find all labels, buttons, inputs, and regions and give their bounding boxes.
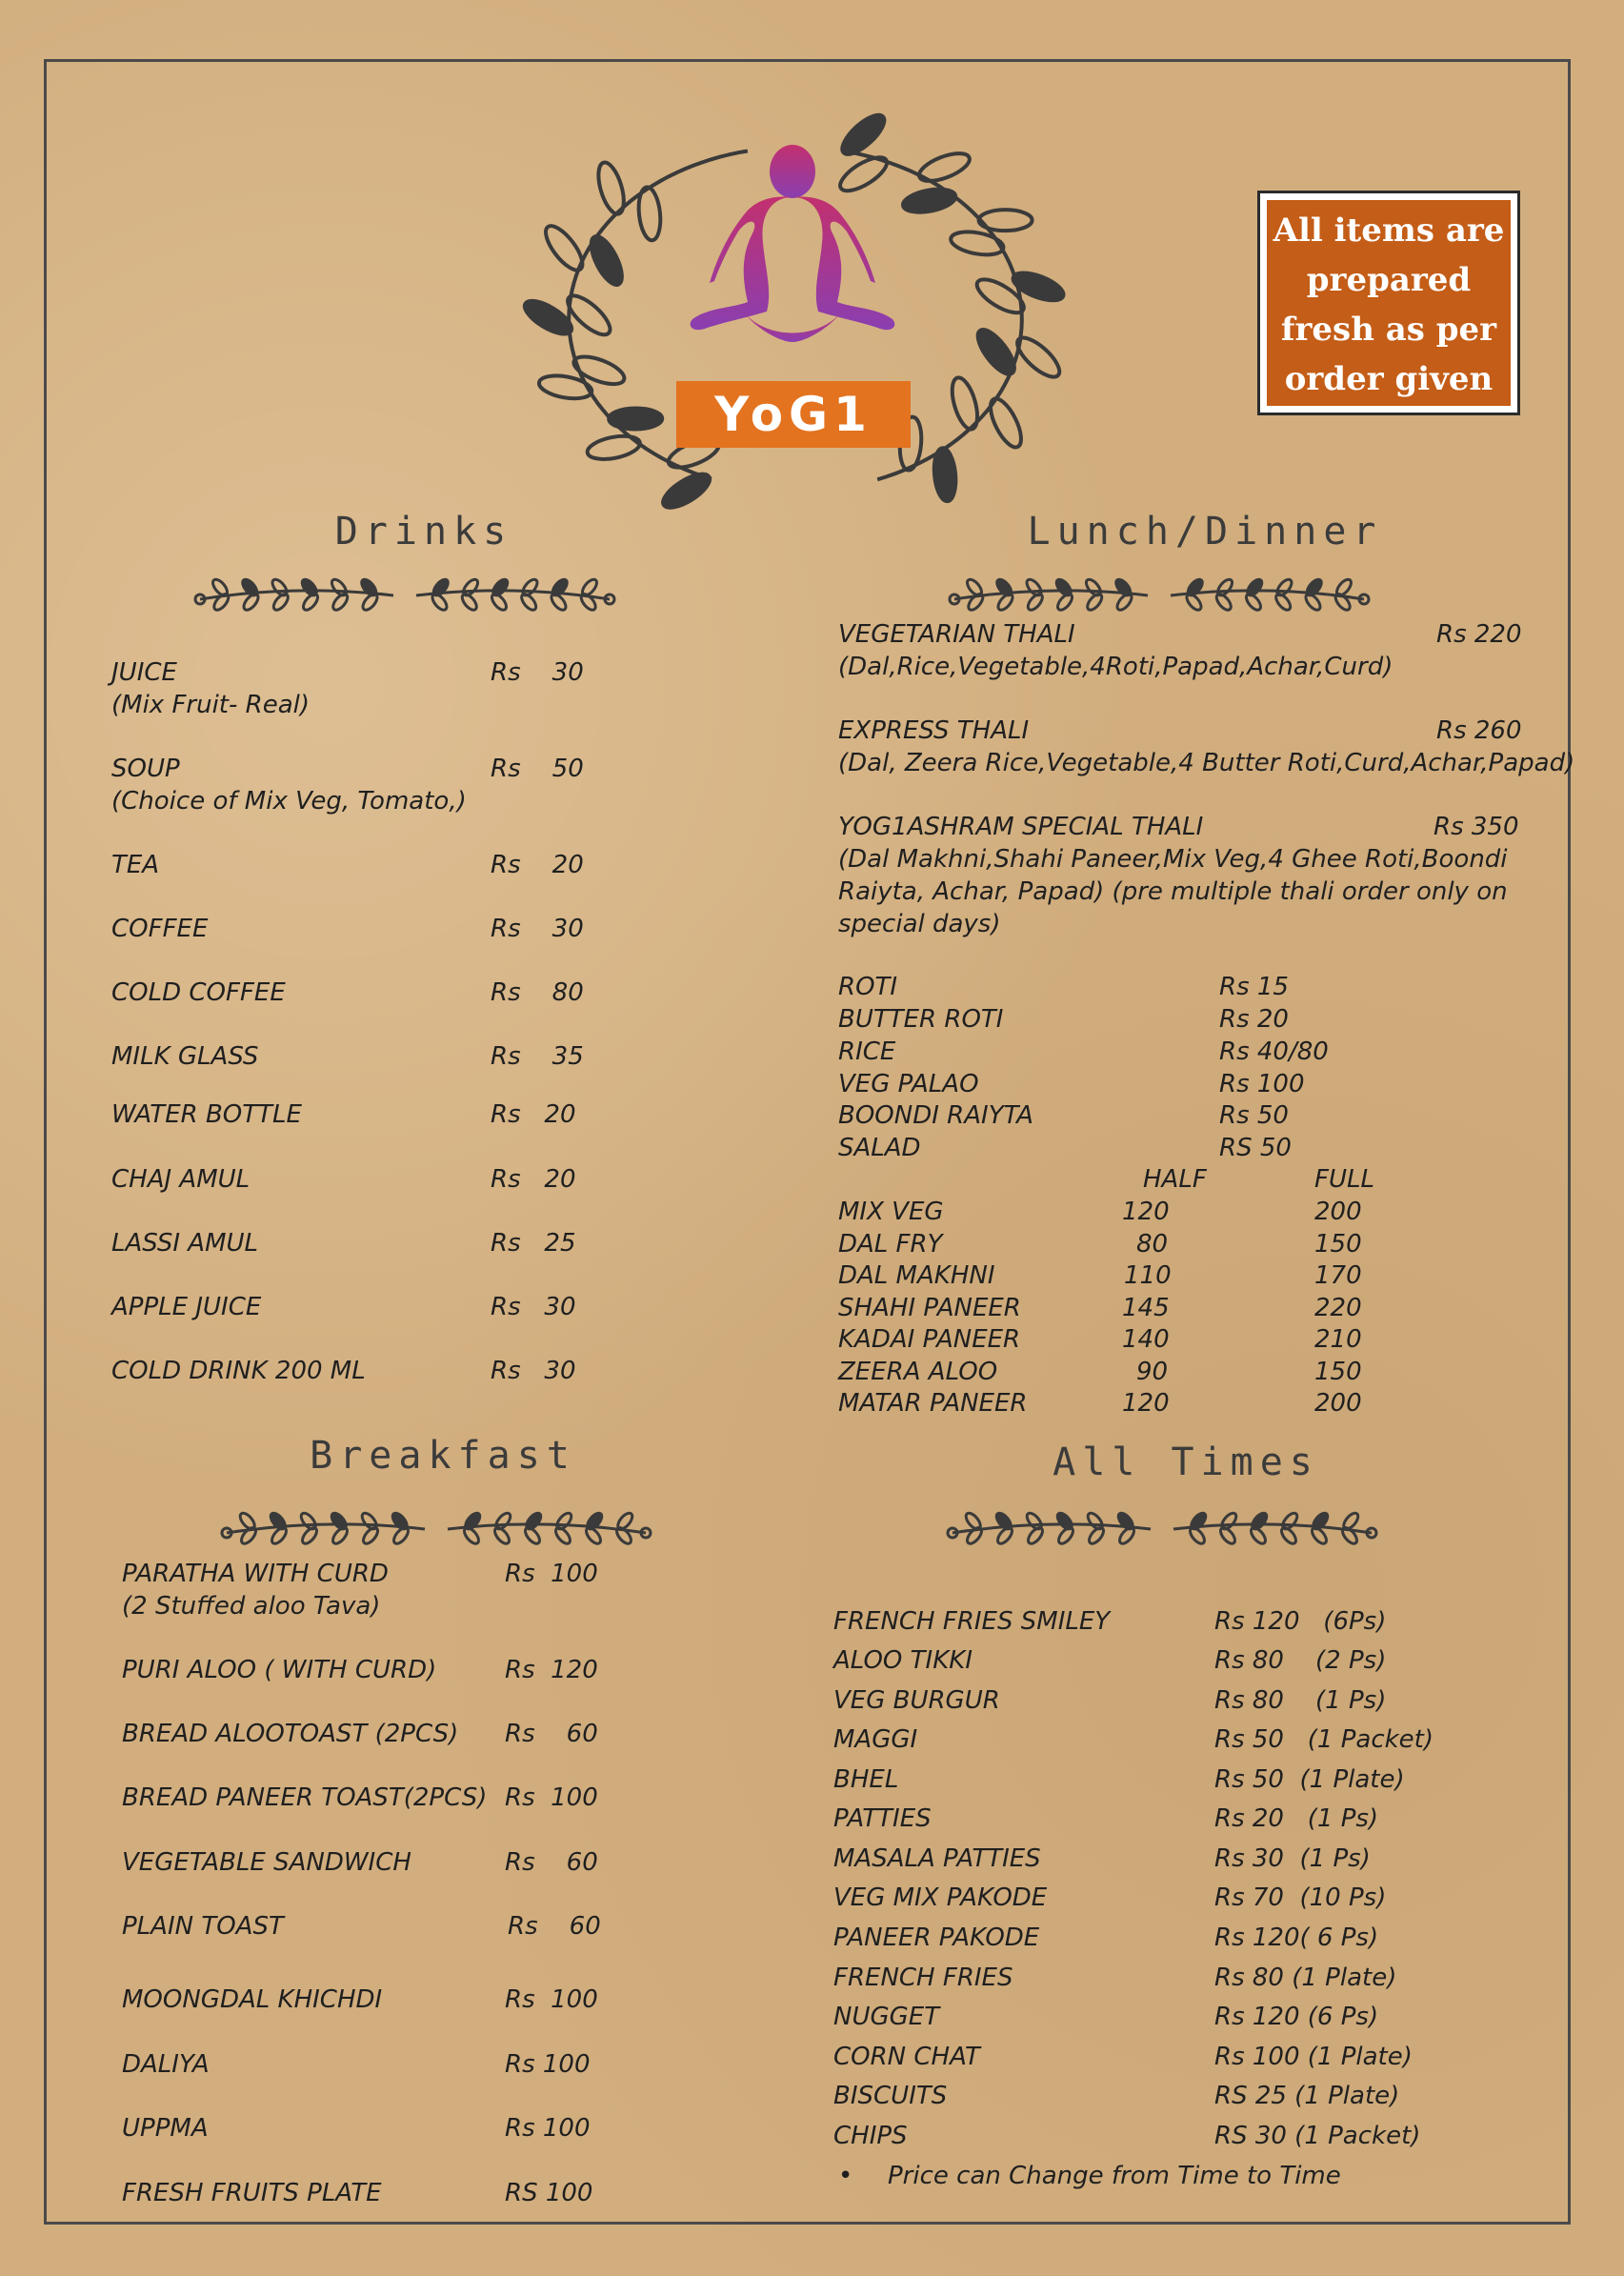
notice-line: order given xyxy=(1284,360,1494,398)
side-name: BOONDI RAIYTA xyxy=(838,1101,1033,1130)
divider-leaf xyxy=(1055,592,1075,613)
divider-leaf xyxy=(1117,1525,1137,1546)
wreath-leaf xyxy=(636,186,663,241)
snack-price: Rs 120 (6Ps) xyxy=(1214,1607,1387,1636)
divider-leaf xyxy=(492,1525,512,1546)
breakfast-price: Rs 60 xyxy=(505,1720,598,1748)
divider-leaf xyxy=(519,592,539,613)
notice-line: fresh as per xyxy=(1280,311,1497,349)
breakfast-price: Rs 100 xyxy=(505,2050,591,2079)
drink-price: Rs 35 xyxy=(491,1042,584,1071)
curry-full-price: 200 xyxy=(1314,1389,1362,1418)
snack-name: CHIPS xyxy=(833,2122,908,2150)
thali-name: VEGETARIAN THALI xyxy=(838,620,1075,649)
drink-price: Rs 20 xyxy=(491,1100,576,1129)
drink-note: (Mix Fruit- Real) xyxy=(111,691,310,719)
wreath-leaf xyxy=(979,210,1033,231)
breakfast-name: PLAIN TOAST xyxy=(122,1912,284,1941)
breakfast-name: PARATHA WITH CURD xyxy=(122,1560,389,1588)
thali-description: special days) xyxy=(838,910,1001,938)
divider-leaf xyxy=(1026,592,1046,613)
curry-name: DAL MAKHNI xyxy=(838,1261,995,1290)
divider-leaf xyxy=(1218,1525,1238,1546)
section-title-all-times: All Times xyxy=(1053,1440,1319,1484)
divider-leaf xyxy=(331,1525,351,1546)
curry-half-price: 120 xyxy=(1122,1389,1170,1418)
drink-name: COLD COFFEE xyxy=(111,978,286,1007)
wreath-leaf xyxy=(915,148,972,187)
curry-name: SHAHI PANEER xyxy=(838,1294,1021,1322)
divider-leaf xyxy=(239,1525,259,1546)
drink-price: Rs 80 xyxy=(491,978,584,1007)
side-name: SALAD xyxy=(838,1134,921,1162)
curries-header-full: FULL xyxy=(1314,1165,1374,1194)
thali-name: EXPRESS THALI xyxy=(838,716,1030,745)
breakfast-name: PURI ALOO ( WITH CURD) xyxy=(122,1656,437,1684)
wreath-leaf xyxy=(658,468,714,514)
curries-header-half: HALF xyxy=(1143,1165,1207,1194)
drink-price: Rs 25 xyxy=(491,1229,576,1258)
side-name: VEG PALAO xyxy=(838,1070,979,1098)
snack-price: Rs 20 (1 Ps) xyxy=(1214,1804,1379,1833)
wreath-leaf xyxy=(835,151,892,197)
drink-name: LASSI AMUL xyxy=(111,1229,259,1258)
divider-leaf xyxy=(965,1525,985,1546)
curry-name: DAL FRY xyxy=(838,1230,943,1259)
wreath-leaf xyxy=(586,433,642,463)
snack-name: FRENCH FRIES SMILEY xyxy=(833,1607,1111,1636)
divider-leaf xyxy=(1184,592,1204,613)
divider-leaf xyxy=(430,592,450,613)
curry-half-price: 110 xyxy=(1124,1261,1172,1290)
side-price: Rs 50 xyxy=(1219,1101,1289,1130)
thali-description: (Dal Makhni,Shahi Paneer,Mix Veg,4 Ghee Roti,Boondi xyxy=(838,845,1508,874)
divider-leaf xyxy=(1273,592,1293,613)
drink-name: JUICE xyxy=(111,658,177,687)
snack-name: VEG MIX PAKODE xyxy=(833,1883,1048,1912)
bullet-icon: • xyxy=(838,2162,853,2190)
curry-name: ZEERA ALOO xyxy=(838,1358,998,1386)
drink-name: SOUP xyxy=(111,755,180,783)
snack-price: Rs 70 (10 Ps) xyxy=(1214,1883,1387,1912)
drink-name: COLD DRINK 200 ML xyxy=(111,1357,366,1385)
side-price: Rs 20 xyxy=(1219,1005,1289,1034)
thali-price: Rs 350 xyxy=(1434,813,1519,841)
divider-leaf xyxy=(523,1525,543,1546)
wreath-leaf xyxy=(948,374,983,432)
curry-full-price: 220 xyxy=(1314,1294,1362,1322)
divider-leaf xyxy=(360,592,380,613)
divider-leaf xyxy=(301,592,321,613)
curry-full-price: 150 xyxy=(1314,1230,1362,1259)
thali-description: Raiyta, Achar, Papad) (pre multiple thali order only on xyxy=(838,877,1508,906)
snack-price: RS 25 (1 Plate) xyxy=(1214,2082,1400,2110)
curry-full-price: 170 xyxy=(1314,1261,1362,1290)
section-title-breakfast: Breakfast xyxy=(310,1434,576,1478)
snack-price: Rs 80 (1 Plate) xyxy=(1214,1964,1397,1992)
drink-name: TEA xyxy=(111,851,160,879)
drink-name: WATER BOTTLE xyxy=(111,1100,302,1129)
snack-name: BISCUITS xyxy=(833,2082,948,2110)
snack-name: BHEL xyxy=(833,1765,899,1794)
wreath-leaf xyxy=(585,232,628,290)
drink-price: Rs 30 xyxy=(491,1293,576,1321)
curry-full-price: 210 xyxy=(1314,1325,1362,1354)
breakfast-price: Rs 100 xyxy=(505,1985,598,2014)
curry-half-price: 140 xyxy=(1122,1325,1170,1354)
thali-description: (Dal,Rice,Vegetable,4Roti,Papad,Achar,Curd) xyxy=(838,653,1393,681)
divider-leaf xyxy=(614,1525,634,1546)
divider-leaf xyxy=(300,1525,320,1546)
breakfast-price: Rs 60 xyxy=(508,1912,601,1941)
divider-leaf xyxy=(1188,1525,1208,1546)
breakfast-name: VEGETABLE SANDWICH xyxy=(122,1848,411,1877)
divider-leaf xyxy=(1026,1525,1046,1546)
curry-name: MATAR PANEER xyxy=(838,1389,1028,1418)
snack-price: Rs 80 (1 Ps) xyxy=(1214,1686,1387,1715)
divider-leaf xyxy=(490,592,510,613)
breakfast-price: Rs 100 xyxy=(505,2114,591,2143)
breakfast-price: RS 100 xyxy=(505,2179,593,2207)
drink-price: Rs 30 xyxy=(491,915,584,943)
side-name: ROTI xyxy=(838,973,898,1001)
divider-leaf xyxy=(1087,1525,1107,1546)
snack-name: VEG BURGUR xyxy=(833,1686,1000,1715)
notice-line: All items are xyxy=(1273,211,1505,250)
price-change-note: Price can Change from Time to Time xyxy=(888,2162,1341,2190)
snack-price: Rs 50 (1 Packet) xyxy=(1214,1725,1434,1754)
breakfast-name: FRESH FRUITS PLATE xyxy=(122,2179,382,2207)
leaf-divider-icon xyxy=(945,567,1373,624)
side-price: RS 50 xyxy=(1219,1134,1292,1162)
breakfast-price: Rs 100 xyxy=(505,1783,598,1812)
drink-name: COFFEE xyxy=(111,915,209,943)
wreath-leaf xyxy=(932,447,957,502)
leaf-divider-icon xyxy=(190,567,619,624)
divider-leaf xyxy=(1056,1525,1076,1546)
wreath-leaf xyxy=(539,221,589,276)
wreath-leaf xyxy=(985,394,1028,452)
snack-price: Rs 80 (2 Ps) xyxy=(1214,1646,1387,1675)
snack-name: MASALA PATTIES xyxy=(833,1844,1041,1873)
divider-leaf xyxy=(1340,1525,1360,1546)
divider-leaf xyxy=(1249,1525,1269,1546)
divider-leaf xyxy=(391,1525,411,1546)
divider-leaf xyxy=(966,592,986,613)
wreath-leaf xyxy=(1010,268,1067,307)
snack-name: NUGGET xyxy=(833,2003,940,2031)
breakfast-note: (2 Stuffed aloo Tava) xyxy=(122,1592,381,1621)
breakfast-price: Rs 100 xyxy=(505,1560,598,1588)
breakfast-price: Rs 60 xyxy=(505,1848,598,1877)
snack-price: Rs 120 (6 Ps) xyxy=(1214,2003,1379,2031)
curry-name: KADAI PANEER xyxy=(838,1325,1021,1354)
breakfast-name: BREAD PANEER TOAST(2PCS) xyxy=(122,1783,488,1812)
drink-price: Rs 20 xyxy=(491,1165,576,1194)
snack-price: RS 30 (1 Packet) xyxy=(1214,2122,1421,2150)
meditation-figure-icon xyxy=(691,145,895,342)
snack-price: Rs 30 (1 Ps) xyxy=(1214,1844,1371,1873)
snack-name: FRENCH FRIES xyxy=(833,1964,1013,1992)
drink-price: Rs 20 xyxy=(491,851,584,879)
section-title-lunch-dinner: Lunch/Dinner xyxy=(1027,510,1383,554)
wreath-leaf xyxy=(901,186,957,216)
divider-leaf xyxy=(211,592,231,613)
wreath-logo-icon xyxy=(491,91,1100,538)
section-title-drinks: Drinks xyxy=(334,510,513,554)
side-price: Rs 15 xyxy=(1219,973,1289,1001)
divider-leaf xyxy=(1333,592,1353,613)
thali-price: Rs 220 xyxy=(1436,620,1522,649)
breakfast-name: UPPMA xyxy=(122,2114,209,2143)
snack-name: PATTIES xyxy=(833,1804,932,1833)
curry-name: MIX VEG xyxy=(838,1198,944,1226)
thali-price: Rs 260 xyxy=(1436,716,1522,745)
wreath-leaf xyxy=(1012,332,1065,383)
breakfast-name: DALIYA xyxy=(122,2050,210,2079)
side-price: Rs 40/80 xyxy=(1219,1037,1329,1066)
drink-price: Rs 50 xyxy=(491,755,584,783)
thali-name: YOG1ASHRAM SPECIAL THALI xyxy=(838,813,1204,841)
drink-name: CHAJ AMUL xyxy=(111,1165,251,1194)
snack-name: MAGGI xyxy=(833,1725,918,1754)
divider-leaf xyxy=(331,592,351,613)
divider-leaf xyxy=(1214,592,1234,613)
side-name: BUTTER ROTI xyxy=(838,1005,1004,1034)
brand-badge: YoG1 xyxy=(676,381,911,448)
side-name: RICE xyxy=(838,1037,896,1066)
snack-name: PANEER PAKODE xyxy=(833,1924,1040,1952)
breakfast-name: BREAD ALOOTOAST (2PCS) xyxy=(122,1720,459,1748)
drink-note: (Choice of Mix Veg, Tomato,) xyxy=(111,787,467,816)
divider-leaf xyxy=(1114,592,1134,613)
curry-full-price: 200 xyxy=(1314,1198,1362,1226)
thali-description: (Dal, Zeera Rice,Vegetable,4 Butter Roti,Curd,Achar,Papad) xyxy=(838,749,1575,777)
divider-leaf xyxy=(1085,592,1105,613)
curry-full-price: 150 xyxy=(1314,1358,1362,1386)
wreath-leaf xyxy=(609,408,662,429)
divider-leaf xyxy=(460,592,480,613)
divider-leaf xyxy=(578,592,598,613)
fresh-notice-box xyxy=(1257,191,1520,415)
wreath-leaf xyxy=(972,324,1020,379)
divider-leaf xyxy=(361,1525,381,1546)
breakfast-name: MOONGDAL KHICHDI xyxy=(122,1985,383,2014)
fresh-notice-text xyxy=(1267,200,1511,406)
divider-leaf xyxy=(553,1525,573,1546)
curry-half-price: 90 xyxy=(1136,1358,1169,1386)
snack-price: Rs 100 (1 Plate) xyxy=(1214,2043,1413,2071)
curry-half-price: 120 xyxy=(1122,1198,1170,1226)
breakfast-price: Rs 120 xyxy=(505,1656,598,1684)
divider-leaf xyxy=(462,1525,482,1546)
wreath-leaf xyxy=(836,109,890,160)
wreath-leaf xyxy=(593,160,629,217)
snack-name: CORN CHAT xyxy=(833,2043,980,2071)
snack-name: ALOO TIKKI xyxy=(833,1646,972,1675)
leaf-divider-icon xyxy=(943,1501,1381,1558)
snack-price: Rs 50 (1 Plate) xyxy=(1214,1765,1405,1794)
leaf-divider-icon xyxy=(217,1501,655,1558)
divider-leaf xyxy=(1279,1525,1299,1546)
divider-leaf xyxy=(1244,592,1264,613)
drink-name: MILK GLASS xyxy=(111,1042,259,1071)
drink-price: Rs 30 xyxy=(491,1357,576,1385)
side-price: Rs 100 xyxy=(1219,1070,1305,1098)
snack-price: Rs 120( 6 Ps) xyxy=(1214,1924,1379,1952)
curry-half-price: 145 xyxy=(1122,1294,1170,1322)
divider-leaf xyxy=(271,592,291,613)
wreath-leaf xyxy=(571,352,628,390)
drink-name: APPLE JUICE xyxy=(111,1293,262,1321)
notice-line: prepared xyxy=(1306,261,1472,299)
curry-half-price: 80 xyxy=(1136,1230,1169,1259)
drink-price: Rs 30 xyxy=(491,658,584,687)
